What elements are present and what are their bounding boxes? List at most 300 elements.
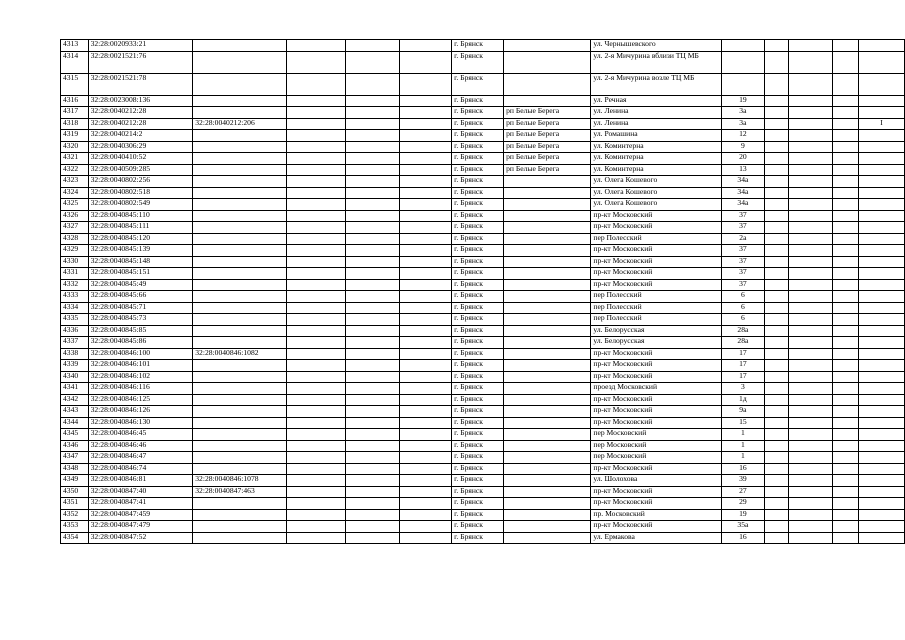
cell-cadastral-number: 32:28:0040845:139 xyxy=(88,245,193,257)
cell-settlement xyxy=(504,486,591,498)
cell-city: г. Брянск xyxy=(452,452,504,464)
cell-empty xyxy=(833,268,859,280)
cell-related-cadastral-number xyxy=(193,279,287,291)
cell-settlement xyxy=(504,187,591,199)
cell-empty xyxy=(286,417,345,429)
cell-empty xyxy=(788,532,833,544)
cell-cadastral-number: 32:28:0040847:52 xyxy=(88,532,193,544)
cell-empty xyxy=(399,141,451,153)
cell-street: пер Московский xyxy=(591,440,722,452)
cell-empty xyxy=(345,153,399,165)
cell-city: г. Брянск xyxy=(452,337,504,349)
cell-cadastral-number: 32:28:0021521:76 xyxy=(88,51,193,73)
cell-empty xyxy=(788,383,833,395)
cell-empty xyxy=(788,268,833,280)
table-row xyxy=(61,532,905,544)
cell-city: г. Брянск xyxy=(452,417,504,429)
cell-mark xyxy=(859,222,905,234)
cell-empty xyxy=(833,222,859,234)
cell-mark xyxy=(859,245,905,257)
cell-cadastral-number: 32:28:0040845:120 xyxy=(88,233,193,245)
cell-cadastral-number: 32:28:0040306:29 xyxy=(88,141,193,153)
cell-empty xyxy=(788,291,833,303)
cell-city: г. Брянск xyxy=(452,279,504,291)
cell-house-number: 28а xyxy=(722,325,764,337)
cell-empty xyxy=(788,73,833,95)
cell-mark xyxy=(859,233,905,245)
cell-mark xyxy=(859,95,905,107)
cell-empty xyxy=(833,314,859,326)
cell-city: г. Брянск xyxy=(452,176,504,188)
cell-empty xyxy=(399,210,451,222)
cell-empty xyxy=(788,107,833,119)
cell-empty xyxy=(345,417,399,429)
cell-city: г. Брянск xyxy=(452,107,504,119)
cell-empty xyxy=(764,348,788,360)
cell-empty xyxy=(345,406,399,418)
cell-settlement xyxy=(504,532,591,544)
cell-house-number xyxy=(722,51,764,73)
cell-empty xyxy=(764,440,788,452)
cell-mark xyxy=(859,532,905,544)
cell-settlement xyxy=(504,51,591,73)
cell-empty xyxy=(833,130,859,142)
cell-empty xyxy=(286,371,345,383)
cell-row-number: 4342 xyxy=(61,394,89,406)
cell-row-number: 4343 xyxy=(61,406,89,418)
cell-empty xyxy=(345,141,399,153)
cell-related-cadastral-number xyxy=(193,452,287,464)
cell-empty xyxy=(345,360,399,372)
cell-city: г. Брянск xyxy=(452,130,504,142)
cell-house-number: 34а xyxy=(722,199,764,211)
cell-house-number: 15 xyxy=(722,417,764,429)
cell-house-number: 17 xyxy=(722,371,764,383)
cell-related-cadastral-number xyxy=(193,73,287,95)
cell-empty xyxy=(833,337,859,349)
cell-related-cadastral-number xyxy=(193,245,287,257)
cell-empty xyxy=(399,417,451,429)
cell-related-cadastral-number xyxy=(193,383,287,395)
table-row xyxy=(61,360,905,372)
cell-street: ул. Чернышевского xyxy=(591,40,722,52)
cell-empty xyxy=(788,95,833,107)
cell-related-cadastral-number: 32:28:0040847:463 xyxy=(193,486,287,498)
cell-empty xyxy=(788,325,833,337)
cell-empty xyxy=(788,118,833,130)
cell-mark xyxy=(859,210,905,222)
table-row xyxy=(61,95,905,107)
cell-city: г. Брянск xyxy=(452,51,504,73)
cell-city: г. Брянск xyxy=(452,118,504,130)
cell-empty xyxy=(833,73,859,95)
cell-empty xyxy=(345,383,399,395)
cell-empty xyxy=(764,325,788,337)
cell-empty xyxy=(286,302,345,314)
cell-mark xyxy=(859,51,905,73)
cell-empty xyxy=(833,51,859,73)
cell-empty xyxy=(833,233,859,245)
cell-house-number: 9 xyxy=(722,141,764,153)
cell-empty xyxy=(764,452,788,464)
cell-empty xyxy=(345,210,399,222)
table-row xyxy=(61,314,905,326)
cell-empty xyxy=(788,141,833,153)
cell-cadastral-number: 32:28:0040846:126 xyxy=(88,406,193,418)
cell-empty xyxy=(345,118,399,130)
cell-empty xyxy=(833,532,859,544)
cell-empty xyxy=(833,291,859,303)
cell-empty xyxy=(833,210,859,222)
cell-empty xyxy=(788,222,833,234)
cell-empty xyxy=(764,130,788,142)
cell-related-cadastral-number xyxy=(193,40,287,52)
cell-settlement: рп Белые Берега xyxy=(504,153,591,165)
cell-empty xyxy=(399,118,451,130)
cell-empty xyxy=(788,394,833,406)
cell-empty xyxy=(345,325,399,337)
cell-city: г. Брянск xyxy=(452,233,504,245)
cell-house-number: 37 xyxy=(722,245,764,257)
cell-empty xyxy=(399,371,451,383)
cell-empty xyxy=(788,314,833,326)
cell-empty xyxy=(764,371,788,383)
cell-empty xyxy=(764,475,788,487)
cell-empty xyxy=(286,394,345,406)
cell-mark xyxy=(859,279,905,291)
cell-row-number: 4351 xyxy=(61,498,89,510)
cell-street: пр-кт Московский xyxy=(591,406,722,418)
cell-cadastral-number: 32:28:0040802:549 xyxy=(88,199,193,211)
cell-empty xyxy=(833,256,859,268)
cell-empty xyxy=(286,521,345,533)
cell-settlement xyxy=(504,371,591,383)
cell-empty xyxy=(399,268,451,280)
cell-settlement xyxy=(504,256,591,268)
cell-street: ул. Ермакова xyxy=(591,532,722,544)
cell-street: пр-кт Московский xyxy=(591,417,722,429)
cell-empty xyxy=(764,429,788,441)
cell-related-cadastral-number xyxy=(193,440,287,452)
cell-mark xyxy=(859,509,905,521)
cell-empty xyxy=(833,406,859,418)
cell-row-number: 4336 xyxy=(61,325,89,337)
table-row xyxy=(61,348,905,360)
cell-mark xyxy=(859,268,905,280)
cell-empty xyxy=(764,245,788,257)
cell-house-number: 16 xyxy=(722,463,764,475)
cell-house-number: 37 xyxy=(722,268,764,280)
cell-settlement xyxy=(504,302,591,314)
cell-related-cadastral-number: 32:28:0040846:1078 xyxy=(193,475,287,487)
cell-empty xyxy=(345,95,399,107)
cell-row-number: 4349 xyxy=(61,475,89,487)
cell-city: г. Брянск xyxy=(452,95,504,107)
cell-settlement xyxy=(504,360,591,372)
cell-mark xyxy=(859,325,905,337)
table-row xyxy=(61,406,905,418)
cell-cadastral-number: 32:28:0040846:81 xyxy=(88,475,193,487)
cell-house-number: 34а xyxy=(722,176,764,188)
cell-empty xyxy=(399,360,451,372)
cell-cadastral-number: 32:28:0040846:74 xyxy=(88,463,193,475)
cell-mark xyxy=(859,371,905,383)
cell-settlement xyxy=(504,314,591,326)
cell-city: г. Брянск xyxy=(452,532,504,544)
cell-settlement xyxy=(504,233,591,245)
cell-empty xyxy=(833,509,859,521)
cell-city: г. Брянск xyxy=(452,199,504,211)
cell-empty xyxy=(345,463,399,475)
cell-related-cadastral-number xyxy=(193,256,287,268)
table-row xyxy=(61,337,905,349)
cell-row-number: 4328 xyxy=(61,233,89,245)
cell-city: г. Брянск xyxy=(452,348,504,360)
cell-street: пр-кт Московский xyxy=(591,210,722,222)
cell-empty xyxy=(833,475,859,487)
cell-row-number: 4340 xyxy=(61,371,89,383)
cell-settlement xyxy=(504,325,591,337)
cell-empty xyxy=(788,233,833,245)
cell-empty xyxy=(764,394,788,406)
cell-empty xyxy=(345,486,399,498)
cell-empty xyxy=(399,107,451,119)
cell-empty xyxy=(286,475,345,487)
table-row xyxy=(61,279,905,291)
table-row xyxy=(61,51,905,73)
table-row xyxy=(61,394,905,406)
cell-empty xyxy=(286,107,345,119)
cell-empty xyxy=(788,509,833,521)
cell-city: г. Брянск xyxy=(452,210,504,222)
cell-row-number: 4332 xyxy=(61,279,89,291)
cell-empty xyxy=(764,268,788,280)
cell-empty xyxy=(399,521,451,533)
cell-settlement xyxy=(504,452,591,464)
cell-empty xyxy=(286,314,345,326)
cell-empty xyxy=(788,475,833,487)
cell-empty xyxy=(833,521,859,533)
cell-house-number: 37 xyxy=(722,222,764,234)
cell-city: г. Брянск xyxy=(452,509,504,521)
cell-related-cadastral-number xyxy=(193,51,287,73)
cell-street: ул. Олега Кошевого xyxy=(591,199,722,211)
cell-empty xyxy=(345,187,399,199)
cell-empty xyxy=(764,256,788,268)
cell-empty xyxy=(788,40,833,52)
cell-empty xyxy=(399,486,451,498)
cell-empty xyxy=(788,452,833,464)
cell-row-number: 4354 xyxy=(61,532,89,544)
cell-empty xyxy=(399,279,451,291)
cell-row-number: 4316 xyxy=(61,95,89,107)
cell-city: г. Брянск xyxy=(452,440,504,452)
cell-cadastral-number: 32:28:0020933:21 xyxy=(88,40,193,52)
cell-empty xyxy=(345,222,399,234)
cell-city: г. Брянск xyxy=(452,371,504,383)
cell-related-cadastral-number xyxy=(193,130,287,142)
cell-empty xyxy=(399,302,451,314)
cell-house-number: 13 xyxy=(722,164,764,176)
cell-empty xyxy=(345,532,399,544)
cell-street: ул. Ленина xyxy=(591,118,722,130)
cell-empty xyxy=(286,130,345,142)
cell-row-number: 4323 xyxy=(61,176,89,188)
cell-cadastral-number: 32:28:0040845:110 xyxy=(88,210,193,222)
table-row xyxy=(61,486,905,498)
cell-row-number: 4335 xyxy=(61,314,89,326)
cell-street: пер Полесский xyxy=(591,302,722,314)
cell-cadastral-number: 32:28:0040846:47 xyxy=(88,452,193,464)
cell-empty xyxy=(788,210,833,222)
cell-empty xyxy=(286,164,345,176)
cell-house-number: 17 xyxy=(722,348,764,360)
cell-row-number: 4352 xyxy=(61,509,89,521)
table-row xyxy=(61,268,905,280)
cell-related-cadastral-number xyxy=(193,291,287,303)
cell-related-cadastral-number xyxy=(193,429,287,441)
cell-empty xyxy=(788,51,833,73)
cell-empty xyxy=(788,371,833,383)
cell-cadastral-number: 32:28:0040509:285 xyxy=(88,164,193,176)
cell-city: г. Брянск xyxy=(452,360,504,372)
cell-empty xyxy=(788,348,833,360)
cell-cadastral-number: 32:28:0021521:78 xyxy=(88,73,193,95)
table-row xyxy=(61,371,905,383)
cell-cadastral-number: 32:28:0040845:66 xyxy=(88,291,193,303)
cell-settlement xyxy=(504,498,591,510)
cell-street: пер Полесский xyxy=(591,291,722,303)
cell-cadastral-number: 32:28:0040212:28 xyxy=(88,107,193,119)
cell-mark xyxy=(859,521,905,533)
table-row xyxy=(61,164,905,176)
cell-empty xyxy=(833,486,859,498)
cell-empty xyxy=(833,245,859,257)
cell-mark xyxy=(859,475,905,487)
cell-mark xyxy=(859,348,905,360)
cell-empty xyxy=(764,302,788,314)
cell-empty xyxy=(764,406,788,418)
cell-row-number: 4330 xyxy=(61,256,89,268)
cell-cadastral-number: 32:28:0023008:136 xyxy=(88,95,193,107)
table-row xyxy=(61,302,905,314)
cell-cadastral-number: 32:28:0040846:125 xyxy=(88,394,193,406)
cell-empty xyxy=(286,95,345,107)
cell-empty xyxy=(833,302,859,314)
cell-row-number: 4326 xyxy=(61,210,89,222)
cell-street: пр-кт Московский xyxy=(591,498,722,510)
cell-empty xyxy=(286,199,345,211)
cell-row-number: 4339 xyxy=(61,360,89,372)
cell-empty xyxy=(764,210,788,222)
cell-empty xyxy=(286,153,345,165)
table-row xyxy=(61,187,905,199)
cell-settlement xyxy=(504,406,591,418)
cell-empty xyxy=(345,233,399,245)
cell-house-number: 17 xyxy=(722,360,764,372)
table-row xyxy=(61,153,905,165)
cell-settlement xyxy=(504,463,591,475)
cell-city: г. Брянск xyxy=(452,325,504,337)
cell-related-cadastral-number xyxy=(193,371,287,383)
cell-cadastral-number: 32:28:0040845:49 xyxy=(88,279,193,291)
cell-empty xyxy=(345,348,399,360)
cell-house-number: 9а xyxy=(722,406,764,418)
cell-related-cadastral-number xyxy=(193,337,287,349)
cell-empty xyxy=(764,233,788,245)
cell-empty xyxy=(286,51,345,73)
cell-empty xyxy=(788,521,833,533)
cell-city: г. Брянск xyxy=(452,153,504,165)
cell-empty xyxy=(286,245,345,257)
cell-settlement xyxy=(504,199,591,211)
cell-empty xyxy=(399,187,451,199)
cell-empty xyxy=(345,268,399,280)
cell-empty xyxy=(833,452,859,464)
cell-row-number: 4317 xyxy=(61,107,89,119)
cell-empty xyxy=(764,314,788,326)
register-table xyxy=(60,39,905,544)
cell-empty xyxy=(399,291,451,303)
cell-related-cadastral-number xyxy=(193,498,287,510)
cell-empty xyxy=(399,314,451,326)
cell-row-number: 4341 xyxy=(61,383,89,395)
cell-city: г. Брянск xyxy=(452,486,504,498)
cell-empty xyxy=(345,107,399,119)
cell-empty xyxy=(286,210,345,222)
cell-mark xyxy=(859,440,905,452)
cell-empty xyxy=(286,187,345,199)
cell-house-number: 20 xyxy=(722,153,764,165)
cell-street: пер Московский xyxy=(591,429,722,441)
cell-empty xyxy=(788,463,833,475)
cell-city: г. Брянск xyxy=(452,463,504,475)
cell-empty xyxy=(345,509,399,521)
cell-empty xyxy=(286,509,345,521)
cell-settlement: рп Белые Берега xyxy=(504,130,591,142)
cell-settlement: рп Белые Берега xyxy=(504,141,591,153)
cell-empty xyxy=(286,268,345,280)
table-row xyxy=(61,429,905,441)
cell-related-cadastral-number xyxy=(193,406,287,418)
cell-empty xyxy=(399,40,451,52)
cell-settlement xyxy=(504,383,591,395)
cell-city: г. Брянск xyxy=(452,40,504,52)
cell-house-number: 1д xyxy=(722,394,764,406)
cell-city: г. Брянск xyxy=(452,314,504,326)
cell-empty xyxy=(788,417,833,429)
cell-related-cadastral-number xyxy=(193,107,287,119)
cell-empty xyxy=(286,348,345,360)
cell-empty xyxy=(286,498,345,510)
table-row xyxy=(61,233,905,245)
cell-row-number: 4318 xyxy=(61,118,89,130)
cell-empty xyxy=(833,371,859,383)
cell-related-cadastral-number xyxy=(193,141,287,153)
cell-empty xyxy=(833,429,859,441)
cell-empty xyxy=(399,233,451,245)
cell-cadastral-number: 32:28:0040847:41 xyxy=(88,498,193,510)
cell-empty xyxy=(345,245,399,257)
cell-street: пр-кт Московский xyxy=(591,486,722,498)
cell-street: пер Полесский xyxy=(591,233,722,245)
cell-related-cadastral-number xyxy=(193,521,287,533)
cell-empty xyxy=(764,51,788,73)
cell-empty xyxy=(833,325,859,337)
cell-empty xyxy=(764,118,788,130)
cell-house-number: 1 xyxy=(722,440,764,452)
cell-row-number: 4322 xyxy=(61,164,89,176)
